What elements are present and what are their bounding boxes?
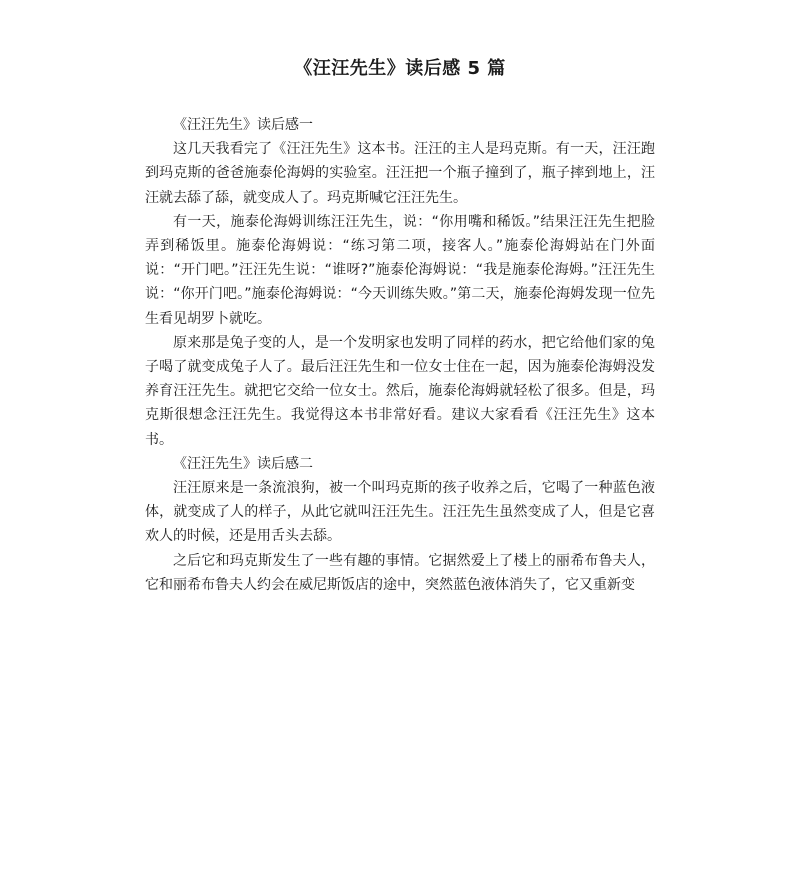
paragraph: 原来那是兔子变的人，是一个发明家也发明了同样的药水，把它给他们家的兔子喝了就变成兔子人了。最后汪汪先生和一位女士住在一起，因为施泰伦海姆没发养育汪汪先生。就把它交给一位女士。然后，施泰伦海姆就轻松了很多。但是，玛克斯很想念汪汪先生。我觉得这本书非常好看。建议大家看看《汪汪先生》这本书。	[145, 334, 655, 448]
paragraph: 有一天，施泰伦海姆训练汪汪先生，说：“你用嘴和稀饭。”结果汪汪先生把脸弄到稀饭里。施泰伦海姆说：“练习第二项，接客人。”施泰伦海姆站在门外面说：“开门吧。”汪汪先生说：“谁呀?”施泰伦海姆说：“我是施泰伦海姆。”汪汪先生说：“你开门吧。”施泰伦海姆说：“今天训练失败。”第二天，施泰伦海姆发现一位先生看见胡罗卜就吃。	[145, 213, 655, 327]
document-title: 《汪汪先生》读后感 5 篇	[294, 58, 506, 79]
paragraph: 汪汪原来是一条流浪狗，被一个叫玛克斯的孩子收养之后，它喝了一种蓝色液体，就变成了人的样子，从此它就叫汪汪先生。汪汪先生虽然变成了人，但是它喜欢人的时候，还是用舌头去舔。	[145, 480, 655, 545]
document-body	[145, 113, 655, 597]
section-heading-2: 《汪汪先生》读后感二	[173, 455, 313, 472]
paragraph: 这几天我看完了《汪汪先生》这本书。汪汪的主人是玛克斯。有一天，汪汪跑到玛克斯的爸爸施泰伦海姆的实验室。汪汪把一个瓶子撞到了，瓶子摔到地上，汪汪就去舔了舔，就变成人了。玛克斯喊它汪汪先生。	[145, 141, 655, 206]
paragraph: 之后它和玛克斯发生了一些有趣的事情。它据然爱上了楼上的丽希布鲁夫人，它和丽希布鲁夫人约会在威尼斯饭店的途中，突然蓝色液体消失了，它又重新变	[145, 552, 655, 593]
section-heading-1: 《汪汪先生》读后感一	[173, 117, 313, 133]
